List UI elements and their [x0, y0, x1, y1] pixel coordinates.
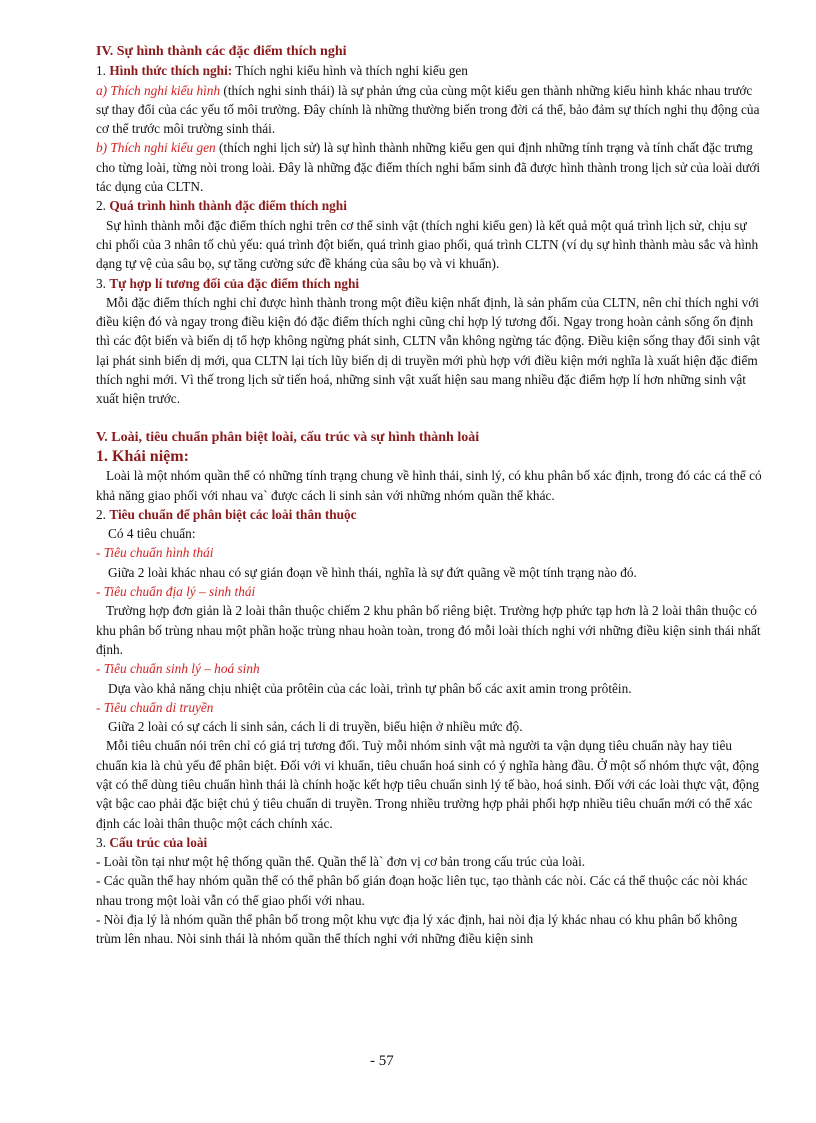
label-phenotype-adaptation: a) Thích nghi kiểu hình	[96, 82, 221, 98]
para-5-2-intro: Có 4 tiêu chuẩn:	[108, 526, 196, 542]
heading-4-2	[96, 196, 764, 215]
criterion-physiology-label: - Tiêu chuẩn sinh lý – hoá sinh	[96, 661, 260, 677]
heading-4-2-num: 2.	[96, 198, 106, 214]
label-genotype-adaptation: b) Thích nghi kiểu gen	[96, 140, 216, 156]
para-4-2: Sự hình thành mỗi đặc điểm thích nghi trên cơ thể sinh vật (thích nghi kiểu gen) là kết quả một quá trình lịch sử, chịu sự chi phối của 3 nhân tố chủ yếu: quá trình đột biến, quá trình giao phối, quá trình CLTN (ví dụ sự hình thành màu sắc và hình dạng tự vệ của sâu bọ, sự tăng cường sức đề kháng của sâu bọ và vi khuẩn).	[96, 217, 759, 272]
heading-5-3-title: Cấu trúc của loài	[109, 834, 208, 850]
criterion-morphology-label: - Tiêu chuẩn hình thái	[96, 545, 214, 561]
criterion-morphology-text: Giữa 2 loài khác nhau có sự gián đoạn về hình thái, nghĩa là sự đứt quãng về một tính trạng nào đó.	[108, 564, 637, 580]
heading-4-1-rest: Thích nghi kiểu hình và thích nghi kiểu gen	[232, 63, 468, 79]
heading-5-2-num: 2.	[96, 506, 106, 522]
heading-4-3-title: Tự hợp lí tương đối của đặc điểm thích nghi	[109, 275, 360, 291]
criterion-genetic-label: - Tiêu chuẩn di truyền	[96, 699, 214, 715]
heading-4-3-num: 3.	[96, 275, 106, 291]
heading-5-3	[96, 833, 764, 852]
heading-5-3-num: 3.	[96, 834, 106, 850]
page-content	[96, 42, 764, 949]
heading-4-1-num: 1.	[96, 63, 106, 79]
criterion-physiology-text: Dựa vào khả năng chịu nhiệt của prôtêin của các loài, trình tự phân bố các axit amin trong prôtêin.	[108, 680, 632, 696]
criterion-geography-label: - Tiêu chuẩn địa lý – sinh thái	[96, 584, 256, 600]
para-5-3-3: - Nòi địa lý là nhóm quần thể phân bố trong một khu vực địa lý xác định, hai nòi địa lý khác nhau có khu phân bố không trùm lên nhau. Nòi sinh thái là nhóm quần thể thích nghi với những điều kiện sinh	[96, 912, 738, 947]
heading-4-3	[96, 274, 764, 293]
page-number: - 57	[370, 1053, 394, 1069]
heading-5-2	[96, 505, 764, 524]
heading-5-2-title: Tiêu chuẩn để phân biệt các loài thân thuộc	[109, 506, 357, 522]
section-gap	[96, 409, 764, 428]
section-iv-title: IV. Sự hình thành các đặc điểm thích nghi	[96, 44, 347, 59]
para-5-3-2: - Các quần thể hay nhóm quần thể có thể phân bố gián đoạn hoặc liên tục, tạo thành các nòi. Các cá thể thuộc các nòi khác nhau trong một loài vẫn có thể giao phối với nhau.	[96, 873, 748, 908]
criterion-genetic-text: Giữa 2 loài có sự cách li sinh sản, cách li di truyền, biểu hiện ở nhiều mức độ.	[108, 719, 523, 735]
text-phenotype-adaptation: (thích nghi sinh thái) là sự phản ứng của cùng một kiểu gen thành những kiểu hình khác nhau trước sự thay đổi của các yếu tố môi trường. Đây chính là những thường biến trong đời cá thể, bảo đảm sự thích nghi thụ động của cơ thể trước môi trường sinh thái.	[96, 82, 760, 137]
para-5-3-1: - Loài tồn tại như một hệ thống quần thể. Quần thể là` đơn vị cơ bản trong cấu trúc của loài.	[96, 854, 586, 870]
text-genotype-adaptation: (thích nghi lịch sử) là sự hình thành những kiểu gen qui định những tính trạng và tính chất đặc trưng cho từng loài, từng nòi trong loài. Đây là những đặc điểm thích nghi bẩm sinh đã được hình thành trong lịch sử của loài dưới tác dụng của CLTN.	[96, 140, 761, 195]
para-5-2-summary: Mỗi tiêu chuẩn nói trên chỉ có giá trị tương đối. Tuỳ mỗi nhóm sinh vật mà người ta vận dụng tiêu chuẩn này hay tiêu chuẩn kia là chủ yếu để phân biệt. Đối với vi khuẩn, tiêu chuẩn hoá sinh có ý nghĩa hàng đầu. Ở một số nhóm thực vật, động vật có thể dùng tiêu chuẩn hình thái là chính hoặc kết hợp tiêu chuẩn sinh lý tế bào, hoá sinh. Đối với các loài thực vật, động vật bậc cao phải đặc biệt chú ý tiêu chuẩn di truyền. Trong nhiều trường hợp phải phối hợp nhiều tiêu chuẩn mới có thể xác định các loài thân thuộc một cách chính xác.	[96, 738, 760, 831]
section-v-title: V. Loài, tiêu chuẩn phân biệt loài, cấu trúc và sự hình thành loài	[96, 429, 480, 445]
heading-4-1-title: Hình thức thích nghi:	[109, 63, 233, 79]
criterion-geography-text: Trường hợp đơn giản là 2 loài thân thuộc chiếm 2 khu phân bố riêng biệt. Trường hợp phức tạp hơn là 2 loài thân thuộc có khu phân bố trùng nhau một phần hoặc trùng nhau hoàn toàn, trong đó mỗi loài thích nghi với những điều kiện sinh thái nhất định.	[96, 603, 761, 657]
para-4-3: Mỗi đặc điểm thích nghi chỉ được hình thành trong một điều kiện nhất định, là sản phẩm của CLTN, nên chỉ thích nghi với điều kiện đó và ngay trong điều kiện đó đặc điểm thích nghi cũng chỉ hợp lý tương đối. Ngay trong hoàn cảnh sống ổn định thì các đột biến và biến dị tổ hợp không ngừng phát sinh, CLTN vẫn không ngừng tác động. Điều kiện sống thay đổi sinh vật lại phát sinh biến dị mới, qua CLTN lại tích lũy biến dị di truyền mới phù hợp với điều kiện mới nghĩa là xuất hiện đặc điểm thích nghi mới. Vì thế trong lịch sử tiến hoá, những sinh vật xuất hiện sau mang nhiều đặc điểm hợp lí hơn những sinh vật xuất hiện trước.	[96, 294, 760, 407]
para-phenotype-adaptation	[96, 81, 764, 139]
heading-5-1: 1. Khái niệm:	[96, 447, 189, 465]
para-5-1: Loài là một nhóm quần thể có những tính trạng chung về hình thái, sinh lý, có khu phân bố xác định, trong đó các cá thể có khả năng giao phối với nhau va` được cách li sinh sản với những nhóm quần thể khác.	[96, 468, 762, 503]
heading-4-2-title: Quá trình hình thành đặc điểm thích nghi	[109, 198, 347, 214]
para-genotype-adaptation	[96, 138, 764, 196]
heading-4-1	[96, 61, 764, 80]
